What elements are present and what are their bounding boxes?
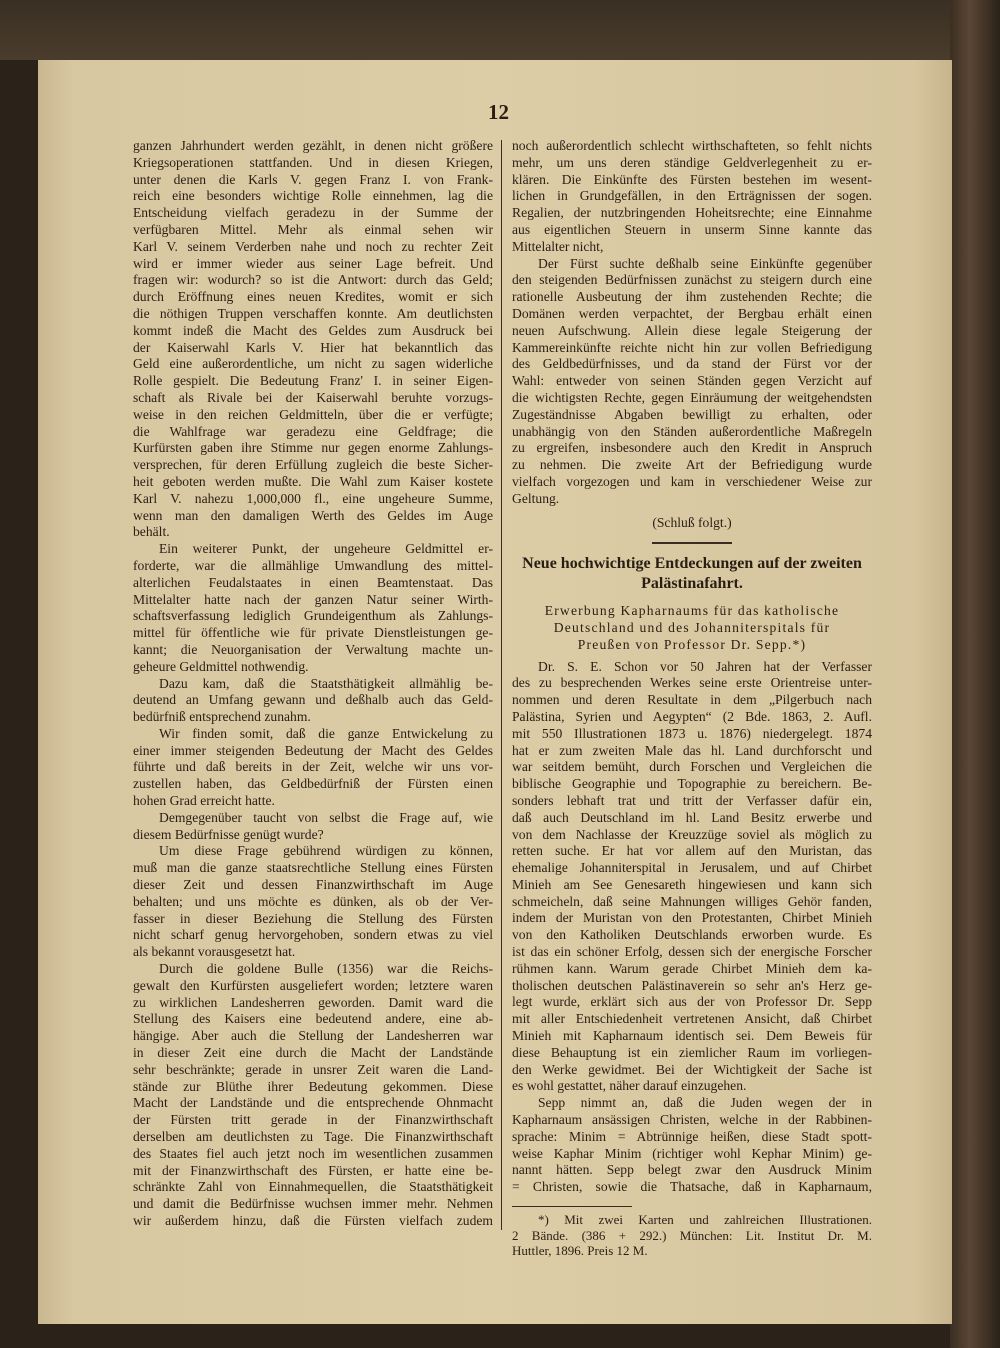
title-line: Neue hochwichtige Entdeckungen auf der zweiten — [522, 554, 862, 572]
text-line: nannt hätten. Sepp belegt zwar den Ausdruck Minim — [512, 1162, 872, 1178]
text-line: Durch die goldene Bulle (1356) war die Reichs- — [159, 961, 493, 977]
text-line: von den Katholiken Deutschlands erworben wurde. Es — [512, 927, 872, 943]
article-body — [512, 659, 872, 1197]
text-line: Der Fürst suchte deßhalb seine Einkünfte gegenüber — [538, 255, 872, 271]
book-cover-edge — [950, 0, 1000, 1348]
text-line: unter denen die Karls V. gegen Franz I. von Frank- — [133, 171, 493, 187]
footnote — [512, 1212, 872, 1259]
text-line: des Geldbedürfnisses, und da stand der Fürst vor der — [512, 356, 872, 372]
book-cover-top — [0, 0, 1000, 60]
text-line: hängige. Aber auch die Stellung der Landesherren war — [133, 1028, 493, 1044]
text-line: Karl V. seinem Verderben nahe und noch zu rechter Zeit — [133, 238, 493, 254]
text-line: einer immer steigenden Bedeutung der Macht des Geldes — [133, 742, 493, 758]
text-line: neuen Aufschwung. Allein diese legale Steigerung der — [512, 322, 872, 338]
page-number: 12 — [488, 100, 509, 124]
text-line: deutend an Umfang gewann und deßhalb auch das Geld- — [133, 692, 493, 708]
text-line: zu nehmen. Die zweite Art der Befriedigung wurde — [512, 457, 872, 473]
text-line: schaft als Rivale bei der Kaiserwahl beruhte vorzugs- — [133, 389, 493, 405]
text-line: bedürfniß entsprechend zunahm. — [133, 709, 311, 725]
text-line: in dieser Zeit eine durch die Macht der Landstände — [133, 1045, 493, 1061]
text-line: Um diese Frage gebührend würdigen zu können, — [159, 843, 493, 859]
paragraph — [133, 676, 493, 726]
paragraph — [133, 810, 493, 844]
text-line: des Staates fiel auch jetzt noch im wesentlichen zusammen — [133, 1145, 493, 1161]
text-line: die wichtigsten Rechte, gegen Einräumung der weitgehendsten — [512, 389, 872, 405]
text-line: mehr, um uns deren ständige Geldverlegenheit zu er- — [512, 154, 872, 170]
subtitle-line: Preußen von Professor Dr. Sepp.*) — [577, 636, 807, 652]
text-line: behält. — [133, 524, 170, 540]
text-line: ehemalige Johanniterspital in Jerusalem, und auf Chirbet — [512, 860, 872, 876]
text-line: sprache: Minim = Abtrünnige heißen, diese Stadt spott- — [512, 1128, 872, 1144]
footnote-line: Huttler, 1896. Preis 12 M. — [512, 1243, 648, 1259]
text-line: Wahl: entweder von seinen Ständen gegen Verzicht auf — [512, 373, 872, 389]
text-line: Dr. S. E. Schon vor 50 Jahren hat der Verfasser — [538, 658, 872, 674]
paragraph — [133, 138, 493, 541]
text-line: wenn man den damaligen Werth des Geldes im Auge — [133, 507, 493, 523]
text-line: ist das ein schöner Erfolg, dessen sich der energische Forscher — [512, 944, 872, 960]
text-line: tholischen deutschen Palästinaverein so sehr an's Herz ge- — [512, 977, 872, 993]
text-line: wird er immer wieder aus seiner Lage befreit. Und — [133, 255, 493, 271]
text-line: mittel für öffentliche wie für private Dienstleistungen ge- — [133, 625, 493, 641]
text-line: legt wurde, erklärt sich aus der von Professor Dr. Sepp — [512, 994, 872, 1010]
footnote-rule — [512, 1206, 632, 1207]
text-line: Macht der Landstände und die entsprechende Ohnmacht — [133, 1095, 493, 1111]
text-line: derselben am deutlichsten zu Tage. Die Finanzwirthschaft — [133, 1129, 493, 1145]
text-line: war seitdem bemüht, durch Forschen und Vergleichen die — [512, 759, 872, 775]
text-line: schmeicheln, daß seine Mahnungen williges Gehör fanden, — [512, 893, 872, 909]
text-line: rühmen kann. Warum gerade Chirbet Minieh dem ka- — [512, 960, 872, 976]
text-line: es wohl gestattet, näher darauf einzugehen. — [512, 1078, 747, 1094]
text-line: durch Eröffnung eines neuen Kredites, womit er sich — [133, 289, 493, 305]
text-line: den steigenden Bedürfnissen zunächst zu steigern durch eine — [512, 272, 872, 288]
right-column — [512, 138, 872, 1259]
text-line: kannt; die Neuorganisation der Verwaltung machte un- — [133, 641, 493, 657]
text-line: geheure Geldmittel nothwendig. — [133, 658, 309, 674]
text-line: Zugeständnisse Abgaben bewilligt zu erhalten, oder — [512, 406, 872, 422]
text-line: stände zur Blüthe ihrer Bedeutung gekommen. Diese — [133, 1078, 493, 1094]
text-line: hat er zum zweiten Male das hl. Land durchforscht und — [512, 742, 872, 758]
text-line: noch außerordentlich schlecht wirthschafteten, so fehlt nichts — [512, 138, 872, 153]
column-divider — [501, 140, 502, 1230]
text-line: der Fürsten tritt gerade in der Finanzwirthschaft — [133, 1112, 493, 1128]
paragraph — [133, 961, 493, 1230]
text-line: Kammereinkünfte reichte nicht hin zur vollen Befriedigung — [512, 339, 872, 355]
text-line: Kurfürsten gaben ihre Stimme nur gegen enorme Zahlungs- — [133, 440, 493, 456]
paragraph — [133, 541, 493, 675]
text-line: Rolle gespielt. Die Bedeutung Franz' I. in seiner Eigen- — [133, 373, 493, 389]
text-line: verfügbaren Mittel. Mehr als einmal sehen wir — [133, 221, 493, 237]
text-line: fragen wir: wodurch? so ist die Antwort: durch das Geld; — [133, 272, 493, 288]
text-line: sonders lebhaft trat und tritt der Verfasser dafür ein, — [512, 792, 872, 808]
text-line: Sepp nimmt an, daß die Juden wegen der in — [538, 1095, 872, 1111]
text-line: indem der Muristan von den Protestanten, Chirbet Minieh — [512, 910, 872, 926]
text-line: Minieh am See Genesareth hingewiesen und kann sich — [512, 876, 872, 892]
text-line: = Christen, sowie die Thatsache, daß in Kapharnaum, — [512, 1179, 872, 1195]
text-line: heit geboten werden mußte. Die Wahl zum Kaiser kostete — [133, 473, 493, 489]
section-rule — [652, 542, 732, 544]
subtitle-line: Deutschland und des Johanniterspitals für — [553, 619, 831, 635]
text-line: Ein weiterer Punkt, der ungeheure Geldmittel er- — [159, 541, 493, 557]
paragraph — [512, 256, 872, 508]
text-line: Geltung. — [512, 490, 560, 506]
text-line: daß auch Deutschland im hl. Land Besitz erwerbe und — [512, 809, 872, 825]
text-line: Minieh mit Kapharnaum identisch sei. Dem Beweis für — [512, 1028, 872, 1044]
text-line: mit der Finanzwirthschaft des Fürsten, er hatte eine be- — [133, 1162, 493, 1178]
paragraph — [133, 726, 493, 810]
text-line: alterlichen Feudalstaates in einen Beamtenstaat. Das — [133, 574, 493, 590]
text-line: von dem Nachlasse der Kreuzzüge soviel als möglich zu — [512, 826, 872, 842]
text-line: als bekannt vorausgesetzt hat. — [133, 944, 296, 960]
text-line: nicht scharf genug hervorgehoben, sondern etwas zu viel — [133, 927, 493, 943]
text-line: und damit die Bedürfnisse wuchsen immer mehr. Nehmen — [133, 1196, 493, 1212]
text-line: schaftsverfassung lediglich Grundeigenthum als Zahlungs- — [133, 608, 493, 624]
text-line: retten suche. Er hat vor allem auf den Muristan, das — [512, 843, 872, 859]
text-line: diese Behauptung ist ein ziemlicher Raum im vorliegen- — [512, 1044, 872, 1060]
text-line: vielfach vorgezogen und kam in verschiedener Weise zur — [512, 473, 872, 489]
text-line: mit aller Entschiedenheit vertretenen Ansicht, daß Chirbet — [512, 1011, 872, 1027]
text-line: nommen und deren Resultate in dem „Pilgerbuch nach — [512, 692, 872, 708]
paragraph — [512, 138, 872, 256]
text-line: weise in den reichen Geldmitteln, über die er verfügte; — [133, 406, 493, 422]
article-subtitle — [512, 602, 872, 653]
text-line: Stellung des Kaisers eine bedeutend andere, eine ab- — [133, 1011, 493, 1027]
text-line: diesem Bedürfnisse genügt wurde? — [133, 826, 324, 842]
subtitle-line: Erwerbung Kapharnaums für das katholische — [544, 602, 840, 618]
text-line: fasser in dieser Beziehung die Stellung des Fürsten — [133, 910, 493, 926]
text-line: lichen in Grundgefällen, in den Erträgnissen der sogen. — [512, 188, 872, 204]
footnote-line: *) Mit zwei Karten und zahlreichen Illustrationen. — [538, 1212, 872, 1228]
text-line: aus eigentlichen Steuern in unserm Sinne kannte das — [512, 221, 872, 237]
text-line: Karl V. nahezu 1,000,000 fl., eine ungeheure Summe, — [133, 490, 493, 506]
text-line: ganzen Jahrhundert werden gezählt, in denen nicht größere — [133, 138, 493, 153]
left-column — [133, 138, 493, 1230]
text-line: Kapharnaum ansässigen Christen, welche in der Rabbinen- — [512, 1112, 872, 1128]
text-line: sehr beschränkte; gerade in unsrer Zeit waren die Land- — [133, 1061, 493, 1077]
text-line: des zu besprechenden Werkes seine erste Orientreise unter- — [512, 675, 872, 691]
text-line: behalten; und uns möchte es dünken, als ob der Ver- — [133, 893, 493, 909]
text-line: den Werke gewidmet. Bei der Wichtigkeit der Sache ist — [512, 1061, 872, 1077]
text-line: Mittelalter hatte nach der ganzen Natur seiner Wirth- — [133, 591, 493, 607]
text-line: versprechen, für deren Erfüllung zugleich die beste Sicher- — [133, 457, 493, 473]
text-line: rationelle Ausbeutung der ihm zustehenden Rechte; die — [512, 289, 872, 305]
text-line: die nöthigen Truppen verschaffen konnte. Am deutlichsten — [133, 305, 493, 321]
text-line: biblische Geographie und Topographie zu bereichern. Be- — [512, 776, 872, 792]
text-line: Demgegenüber taucht von selbst die Frage auf, wie — [159, 809, 493, 825]
text-line: Palästina, Syrien und Aegypten“ (2 Bde. 1863, 2. Aufl. — [512, 708, 872, 724]
footnote-line: 2 Bände. (386 + 292.) München: Lit. Institut Dr. M. — [512, 1227, 872, 1243]
title-line: Palästinafahrt. — [641, 574, 743, 592]
article-title — [512, 554, 872, 594]
text-line: mit 550 Illustrationen 1873 u. 1876) niedergelegt. 1874 — [512, 725, 872, 741]
text-line: dieser Zeit und dessen Finanzwirthschaft im Auge — [133, 877, 493, 893]
previous-article-end — [512, 138, 872, 508]
text-line: schränkte Zahl von Einnahmequellen, die Staatsthätigkeit — [133, 1179, 493, 1195]
text-line: Geld eine außerordentliche, um nicht zu sagen widerliche — [133, 356, 493, 372]
text-line: forderte, war die allmählige Umwandlung des mittel- — [133, 557, 493, 573]
text-line: führte und daß bereits in der Zeit, welche wir uns vor- — [133, 759, 493, 775]
continued-note: (Schluß folgt.) — [652, 514, 732, 530]
paragraph — [512, 1095, 872, 1196]
text-line: Domänen werden verpachtet, der Bergbau erhält einen — [512, 305, 872, 321]
text-line: die Wahlfrage war geradezu eine Geldfrage; die — [133, 423, 493, 439]
text-line: zustellen haben, das Geldbedürfniß der Fürsten einen — [133, 776, 493, 792]
text-line: weise Kaphar Minim (richtiger wohl Kephar Minim) ge- — [512, 1145, 872, 1161]
text-line: Wir finden somit, daß die ganze Entwickelung zu — [159, 725, 493, 741]
text-line: der Kaiserwahl Karls V. Hier hat bekanntlich das — [133, 339, 493, 355]
paragraph — [512, 659, 872, 1096]
text-line: Dazu kam, daß die Staatsthätigkeit allmählig be- — [159, 675, 493, 691]
text-line: unabhängig von den Ständen außerordentliche Maßregeln — [512, 423, 872, 439]
text-line: reich eine besonders wichtige Rolle einnehmen, lag die — [133, 188, 493, 204]
text-line: kommt indeß die Macht des Geldes zum Ausdruck bei — [133, 322, 493, 338]
text-line: Kriegsoperationen stattfanden. Und in diesen Kriegen, — [133, 154, 493, 170]
text-line: klären. Die Einkünfte des Fürsten bestehen im wesent- — [512, 171, 872, 187]
text-line: zu wirklichen Landesherren geworden. Damit ward die — [133, 994, 493, 1010]
text-line: Mittelalter nicht, — [512, 238, 604, 254]
text-line: gewalt den Kurfürsten ausgeliefert worden; letztere waren — [133, 977, 493, 993]
text-line: hohen Grad erreicht hatte. — [133, 793, 275, 809]
text-line: zu ergreifen, insbesondere auch den Kredit in Anspruch — [512, 440, 872, 456]
text-line: wir außerdem hinzu, daß die Fürsten vielfach zudem — [133, 1213, 493, 1228]
text-line: Regalien, der nutzbringenden Hoheitsrechte; eine Einnahme — [512, 205, 872, 221]
text-line: muß man die ganze staatsrechtliche Stellung eines Fürsten — [133, 860, 493, 876]
text-line: Entscheidung vielfach geradezu in der Summe der — [133, 205, 493, 221]
paragraph — [133, 843, 493, 961]
